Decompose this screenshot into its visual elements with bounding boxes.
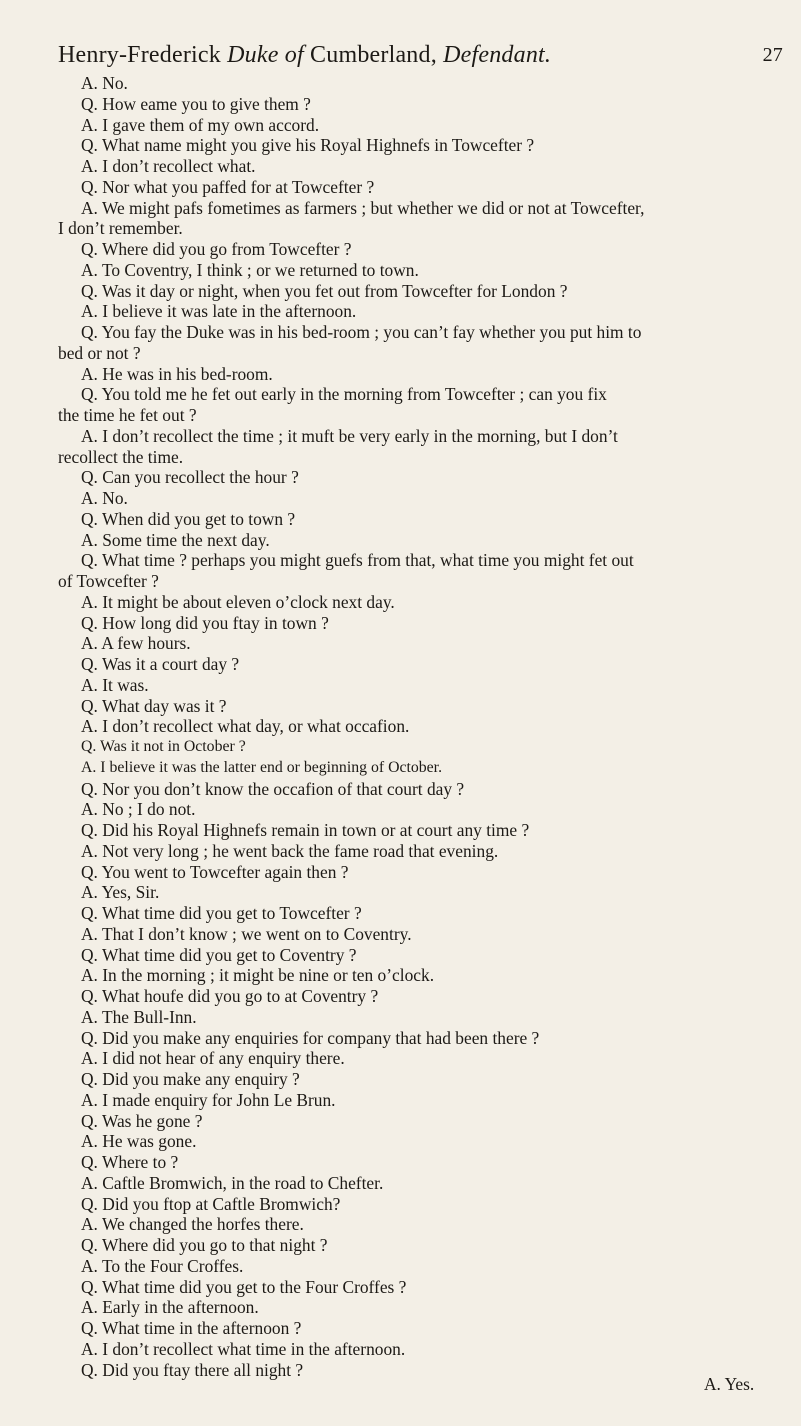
text-line: A. That I don’t know ; we went on to Coventry.: [81, 923, 412, 944]
text-line: A. He was gone.: [81, 1131, 197, 1152]
text-line: A. Early in the afternoon.: [81, 1297, 259, 1318]
text-line: Q. Did you make any enquiry ?: [81, 1069, 300, 1089]
text-line: Q. Did you ftop at Caftle Bromwich?: [81, 1193, 341, 1214]
text-line: A. I don’t recollect what day, or what occafion.: [81, 716, 410, 737]
text-line: A. No.: [81, 73, 128, 93]
text-line: A. He was in his bed-room.: [81, 363, 273, 384]
text-line: Q. What name might you give his Royal Highnefs in Towcefter ?: [81, 135, 535, 156]
title-italic: Defendant.: [443, 42, 552, 68]
text-line: Q. You fay the Duke was in his bed-room ; you can’t fay whether you put him to: [81, 322, 642, 342]
text-line: Q. Was it day or night, when you fet out from Towcefter for London ?: [81, 280, 568, 301]
running-title: [58, 40, 551, 70]
text-line: A. I don’t recollect what.: [81, 156, 256, 176]
text-line: A. Yes, Sir.: [81, 882, 160, 903]
text-line: Q. What houfe did you go to at Coventry ?: [81, 986, 379, 1006]
title-part: Cumberland,: [303, 42, 444, 68]
text-line: A. Caftle Bromwich, in the road to Chefter.: [81, 1172, 384, 1193]
title-part: Henry-Frederick: [58, 42, 228, 68]
text-line: A. We might pafs fometimes as farmers ; but whether we did or not at Towcefter,: [81, 197, 645, 218]
text-line: A. A few hours.: [81, 633, 191, 654]
text-line: A. I believe it was late in the afternoon.: [81, 301, 357, 322]
catchword: A. Yes.: [704, 1374, 755, 1394]
text-line: I don’t remember.: [58, 218, 183, 239]
text-line: Q. Was it not in October ?: [81, 738, 246, 755]
text-line: Q. You went to Towcefter again then ?: [81, 861, 349, 882]
text-line: A. To Coventry, I think ; or we returned to town.: [81, 259, 419, 280]
text-line: A. I don’t recollect the time ; it muft be very early in the morning, but I don’t: [81, 425, 618, 446]
text-line: Q. Was he gone ?: [81, 1110, 203, 1131]
text-line: of Towcefter ?: [58, 571, 159, 591]
text-line: Q. Where did you go to that night ?: [81, 1235, 328, 1255]
text-line: A. I gave them of my own accord.: [81, 114, 320, 135]
text-line: Q. How eame you to give them ?: [81, 93, 311, 114]
text-line: Q. Nor what you paffed for at Towcefter ?: [81, 176, 375, 197]
text-line: A. No ; I do not.: [81, 799, 196, 820]
text-line: Q. Nor you don’t know the occafion of that court day ?: [81, 778, 465, 799]
text-line: Q. Was it a court day ?: [81, 654, 240, 674]
text-line: A. No.: [81, 488, 128, 508]
page-number: 27: [762, 44, 783, 66]
text-line: A. In the morning ; it might be nine or ten o’clock.: [81, 965, 435, 986]
text-line: A. Some time the next day.: [81, 529, 270, 550]
text-line: Q. You told me he fet out early in the morning from Towcefter ; can you fix: [81, 384, 607, 405]
text-line: Q. What time ? perhaps you might guefs from that, what time you might fet out: [81, 550, 634, 571]
text-line: A. We changed the horfes there.: [81, 1214, 304, 1235]
text-line: Q. Did you ftay there all night ?: [81, 1359, 304, 1380]
text-line: A. It might be about eleven o’clock next day.: [81, 591, 395, 612]
text-line: Q. How long did you ftay in town ?: [81, 612, 329, 633]
text-line: A. It was.: [81, 674, 149, 695]
text-line: Q. What time did you get to Towcefter ?: [81, 903, 362, 923]
text-line: Q. When did you get to town ?: [81, 508, 296, 529]
text-line: A. I made enquiry for John Le Brun.: [81, 1089, 336, 1110]
text-line: A. The Bull-Inn.: [81, 1006, 197, 1027]
text-line: Q. What day was it ?: [81, 695, 227, 716]
text-line: Q. What time did you get to Coventry ?: [81, 944, 357, 965]
text-line: A. I believe it was the latter end or beginning of October.: [81, 758, 443, 776]
text-line: A. I did not hear of any enquiry there.: [81, 1048, 345, 1069]
text-line: Q. Where did you go from Towcefter ?: [81, 239, 352, 259]
text-line: Q. Did his Royal Highnefs remain in town or at court any time ?: [81, 820, 530, 840]
text-line: Q. Where to ?: [81, 1152, 179, 1172]
text-line: A. To the Four Croffes.: [81, 1255, 244, 1276]
transcript-body: [58, 73, 766, 1380]
text-line: Q. Did you make any enquiries for company that had been there ?: [81, 1027, 540, 1048]
text-line: Q. Can you recollect the hour ?: [81, 467, 299, 488]
text-line: A. I don’t recollect what time in the afternoon.: [81, 1338, 406, 1359]
text-line: recollect the time.: [58, 446, 184, 467]
text-line: bed or not ?: [58, 342, 141, 363]
text-line: Q. What time did you get to the Four Croffes ?: [81, 1276, 407, 1297]
running-header: [58, 40, 783, 70]
text-line: the time he fet out ?: [58, 405, 197, 425]
text-line: A. Not very long ; he went back the fame road that evening.: [81, 840, 499, 861]
text-line: Q. What time in the afternoon ?: [81, 1318, 302, 1338]
title-italic: Duke of: [227, 42, 304, 68]
